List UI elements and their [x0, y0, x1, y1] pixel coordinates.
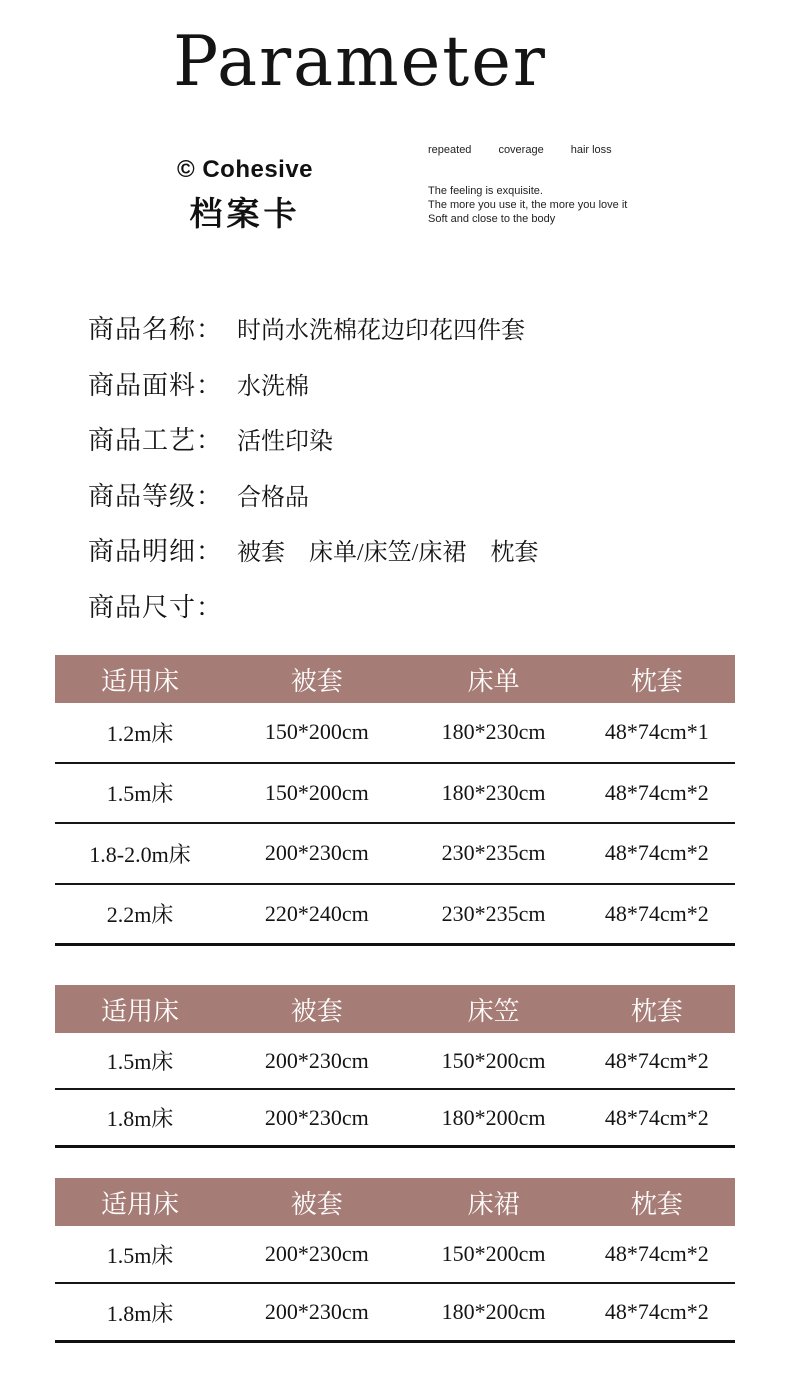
brand-card-name: 档案卡 [189, 195, 301, 232]
cell-pillow: 48*74cm*2 [604, 1299, 709, 1324]
size-table-sheet [55, 655, 735, 946]
detail-line-grade [88, 467, 748, 523]
cell-fitted: 150*200cm [441, 1047, 546, 1073]
column-header: 床单 [467, 666, 520, 696]
column-header: 适用床 [100, 996, 179, 1026]
cell-duvet: 200*230cm [264, 840, 369, 866]
detail-line-fabric [88, 356, 748, 412]
table-row [55, 703, 735, 764]
table-header [55, 1178, 735, 1226]
cell-pillow: 48*74cm*2 [604, 900, 709, 926]
cell-bed: 1.2m床 [106, 720, 174, 746]
cell-duvet: 200*230cm [264, 1047, 369, 1073]
cell-pillow: 48*74cm*2 [604, 840, 709, 866]
cell-skirt: 150*200cm [441, 1241, 546, 1266]
column-header: 被套 [290, 1189, 343, 1219]
table-row [55, 824, 735, 885]
detail-label: 商品尺寸： [88, 592, 224, 622]
cell-pillow: 48*74cm*1 [604, 719, 709, 745]
detail-line-size [88, 578, 748, 634]
detail-value: 被套 床单/床笠/床裙 枕套 [237, 540, 539, 567]
brand-copyright: © Cohesive [176, 156, 314, 183]
tagline-block [428, 144, 728, 226]
cell-duvet: 220*240cm [264, 900, 369, 926]
detail-label: 商品等级： [88, 481, 224, 511]
cell-skirt: 180*200cm [441, 1299, 546, 1324]
cell-duvet: 200*230cm [264, 1299, 369, 1324]
table-row [55, 1284, 735, 1343]
size-table-fitted-sheet [55, 985, 735, 1148]
cell-fitted: 180*200cm [441, 1104, 546, 1130]
tagline-keywords [428, 144, 728, 156]
cell-duvet: 150*200cm [264, 779, 369, 805]
column-header: 适用床 [100, 1189, 179, 1219]
cell-duvet: 150*200cm [264, 719, 369, 745]
cell-sheet: 230*235cm [441, 840, 546, 866]
size-table-bed-skirt [55, 1178, 735, 1343]
tagline-line: The more you use it, the more you love it [428, 198, 628, 211]
detail-line-craft [88, 411, 748, 467]
table-row [55, 885, 735, 947]
cell-sheet: 230*235cm [441, 900, 546, 926]
cell-duvet: 200*230cm [264, 1104, 369, 1130]
cell-pillow: 48*74cm*2 [604, 1047, 709, 1073]
table-row [55, 1033, 735, 1090]
cell-bed: 1.5m床 [106, 1049, 174, 1074]
brand-block [150, 156, 340, 235]
keyword-repeated: repeated [428, 144, 472, 156]
cell-bed: 1.5m床 [106, 781, 174, 807]
cell-sheet: 180*230cm [441, 779, 546, 805]
cell-pillow: 48*74cm*2 [604, 779, 709, 805]
table-header [55, 655, 735, 703]
detail-value: 水洗棉 [237, 373, 310, 400]
product-details [88, 300, 748, 633]
column-header: 床笠 [467, 996, 520, 1026]
keyword-hair-loss: hair loss [570, 144, 612, 156]
detail-line-name [88, 300, 748, 356]
detail-label: 商品名称： [88, 315, 224, 345]
cell-pillow: 48*74cm*2 [604, 1104, 709, 1130]
column-header: 被套 [290, 996, 343, 1026]
column-header: 枕套 [630, 1189, 683, 1219]
detail-label: 商品面料： [88, 370, 224, 400]
detail-value: 时尚水洗棉花边印花四件套 [237, 318, 526, 345]
table-header [55, 985, 735, 1033]
cell-bed: 1.8-2.0m床 [89, 841, 191, 867]
page-title: Parameter [173, 20, 547, 102]
cell-bed: 1.8m床 [106, 1106, 174, 1131]
table-row [55, 1090, 735, 1148]
column-header: 被套 [290, 666, 343, 696]
detail-value: 合格品 [237, 484, 310, 511]
tagline-line: Soft and close to the body [428, 212, 556, 225]
detail-label: 商品明细： [88, 537, 224, 567]
column-header: 床裙 [467, 1189, 520, 1219]
cell-pillow: 48*74cm*2 [604, 1241, 709, 1266]
tagline-lines [428, 185, 728, 226]
cell-duvet: 200*230cm [264, 1241, 369, 1266]
cell-bed: 1.8m床 [106, 1300, 174, 1326]
cell-bed: 1.5m床 [106, 1242, 174, 1268]
column-header: 枕套 [630, 996, 683, 1026]
cell-bed: 2.2m床 [106, 902, 174, 928]
table-row [55, 1226, 735, 1284]
cell-sheet: 180*230cm [441, 719, 546, 745]
detail-label: 商品工艺： [88, 426, 224, 456]
column-header: 适用床 [100, 666, 179, 696]
tagline-line: The feeling is exquisite. [428, 185, 543, 197]
column-header: 枕套 [630, 666, 683, 696]
keyword-coverage: coverage [498, 144, 544, 156]
detail-line-items [88, 522, 748, 578]
detail-value: 活性印染 [237, 429, 334, 456]
table-row [55, 764, 735, 825]
